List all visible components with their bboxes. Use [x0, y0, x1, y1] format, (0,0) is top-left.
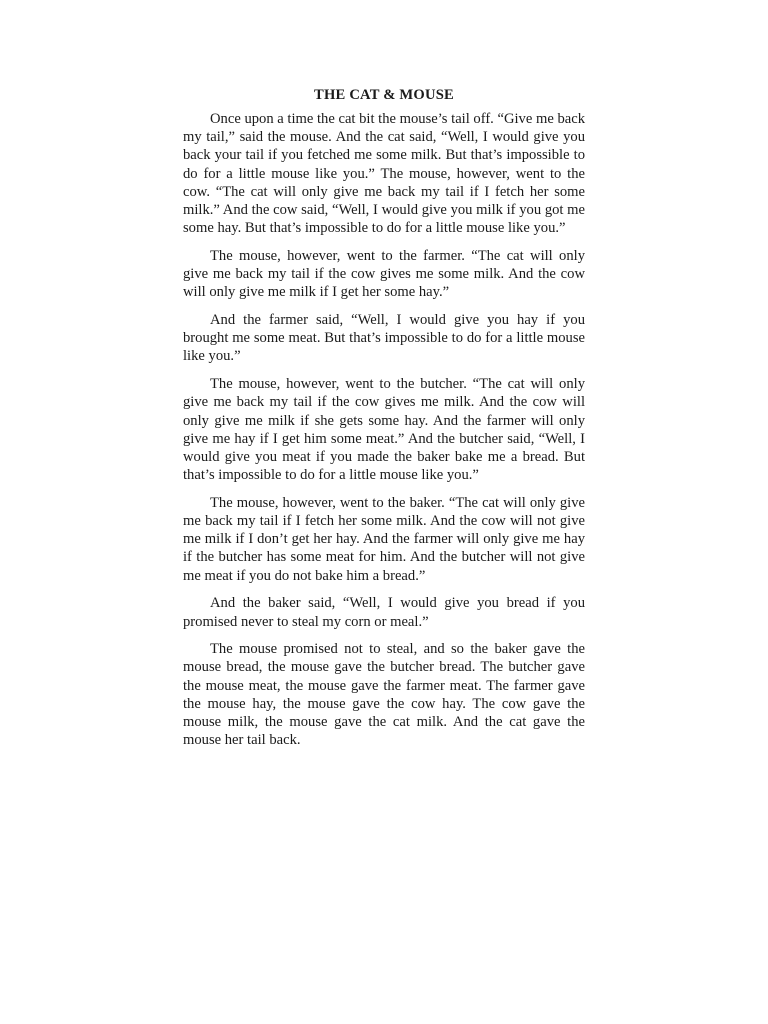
paragraph-3: And the farmer said, “Well, I would give you hay if you brought me some meat. But that’s impossible to do for a little mouse like you.”: [183, 312, 585, 365]
paragraph-6: And the baker said, “Well, I would give you bread if you promised never to steal my corn or meal.”: [183, 595, 585, 630]
paragraph-1: Once upon a time the cat bit the mouse’s tail off. “Give me back my tail,” said the mouse. And the cat said, “Well, I would give you back your tail if you fetched me some milk. But that’s impossible to do for a little mouse like you.” The mouse, however, went to the cow. “The cat will only give me back my tail if I fetch her some milk.” And the cow said, “Well, I would give you milk if you got me some hay. But that’s impossible to do for a little mouse like you.”: [183, 111, 585, 237]
paragraph-5: The mouse, however, went to the baker. “The cat will only give me back my tail if I fetch her some milk. And the cow will not give me milk if I don’t get her hay. And the farmer will only give me hay if the butcher has some meat for him. And the butcher will not give me meat if you do not bake him a bread.”: [183, 494, 585, 584]
paragraph-7: The mouse promised not to steal, and so the baker gave the mouse bread, the mouse gave the butcher bread. The butcher gave the mouse meat, the mouse gave the farmer meat. The farmer gave the mouse hay, the mouse gave the cow hay. The cow gave the mouse milk, the mouse gave the cat milk. And the cat gave the mouse her tail back.: [183, 641, 585, 749]
paragraph-2: The mouse, however, went to the farmer. “The cat will only give me back my tail if the cow gives me some milk. And the cow will only give me milk if I get her some hay.”: [183, 247, 585, 301]
story-body: [183, 86, 585, 759]
paragraph-4: The mouse, however, went to the butcher. “The cat will only give me back my tail if the cow gives me milk. And the cow will only give me milk if she gets some hay. And the farmer will only give me hay if I get him some meat.” And the butcher said, “Well, I would give you meat if you made the baker bake me a bread. But that’s impossible to do for a little mouse like you.”: [183, 376, 585, 484]
story-title: THE CAT & MOUSE: [314, 87, 454, 103]
